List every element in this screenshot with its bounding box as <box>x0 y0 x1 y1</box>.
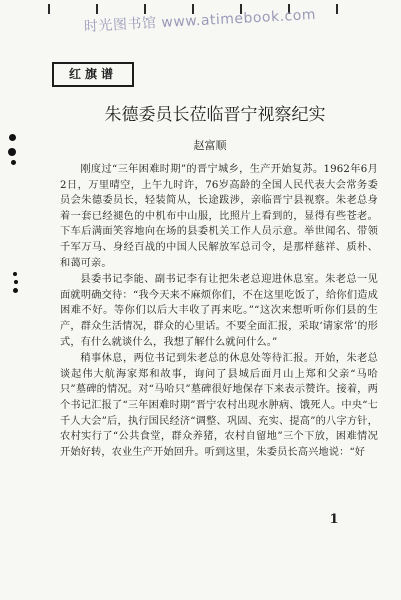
author-name: 赵富顺 <box>193 139 227 152</box>
margin-dot <box>8 148 16 156</box>
margin-dot <box>14 280 18 284</box>
page-title: 朱德委员长莅临晋宁视察纪实 <box>104 105 326 125</box>
paragraph: 县委书记李能、副书记李有让把朱老总迎进休息室。朱老总一见面就明确交待：“我今天来不麻烦你们，不在这里吃饭了，给你们造成困难不好。等你们以后大丰收了再来吃。”“这次来想听听你们县的生产，群众生活情况，群众的心里话。不要全面汇报，采取‘请家常’的形式，有什么就谈什么，我想了解什么就问什么。” <box>60 274 378 348</box>
paragraph: 稍事休息，两位书记到朱老总的休息处等待汇报。开始，朱老总谈起伟大航海家郑和故事，询问了县城后面月山上郑和父亲“马哈只”墓碑的情况。对“马哈只”墓碑很好地保存下来表示赞许。接着，两个书记汇报了“三年困难时期”晋宁农村出现水肿病、饿死人。中央“七千人大会”后，执行国民经济“调整、巩固、充实、提高”的八字方针，农村实行了“公共食堂，群众养猪，农村自留地”三个下放，困难情况开始好转，农业生产开始回升。听到这里，朱委员长高兴地说：“好 <box>60 353 378 458</box>
column-label: 红旗谱 <box>52 62 134 87</box>
page-number: 1 <box>329 512 339 527</box>
margin-dot <box>11 160 16 165</box>
paragraph: 刚度过“三年困难时期”的晋宁城乡，生产开始复苏。1962年6月2日，万里晴空，上午九时许，76岁高龄的全国人民代表大会常务委员会朱德委员长，轻装简从，长途跋涉，亲临晋宁县视察。朱老总身着一套已经褪色的中机布中山服，比照片上看到的，显得有些苍老。下车后满面笑容地向在场的县委机关工作人员示意。举世闻名、带领千军万马、身经百战的中国人民解放军总司令，是那样慈祥、质朴、和蔼可亲。 <box>60 164 378 269</box>
article-body <box>60 162 378 460</box>
margin-dot <box>9 134 16 141</box>
watermark: 时光图书馆 www.atimebook.com <box>83 6 317 36</box>
margin-dot <box>13 288 18 293</box>
margin-dot <box>13 272 17 276</box>
